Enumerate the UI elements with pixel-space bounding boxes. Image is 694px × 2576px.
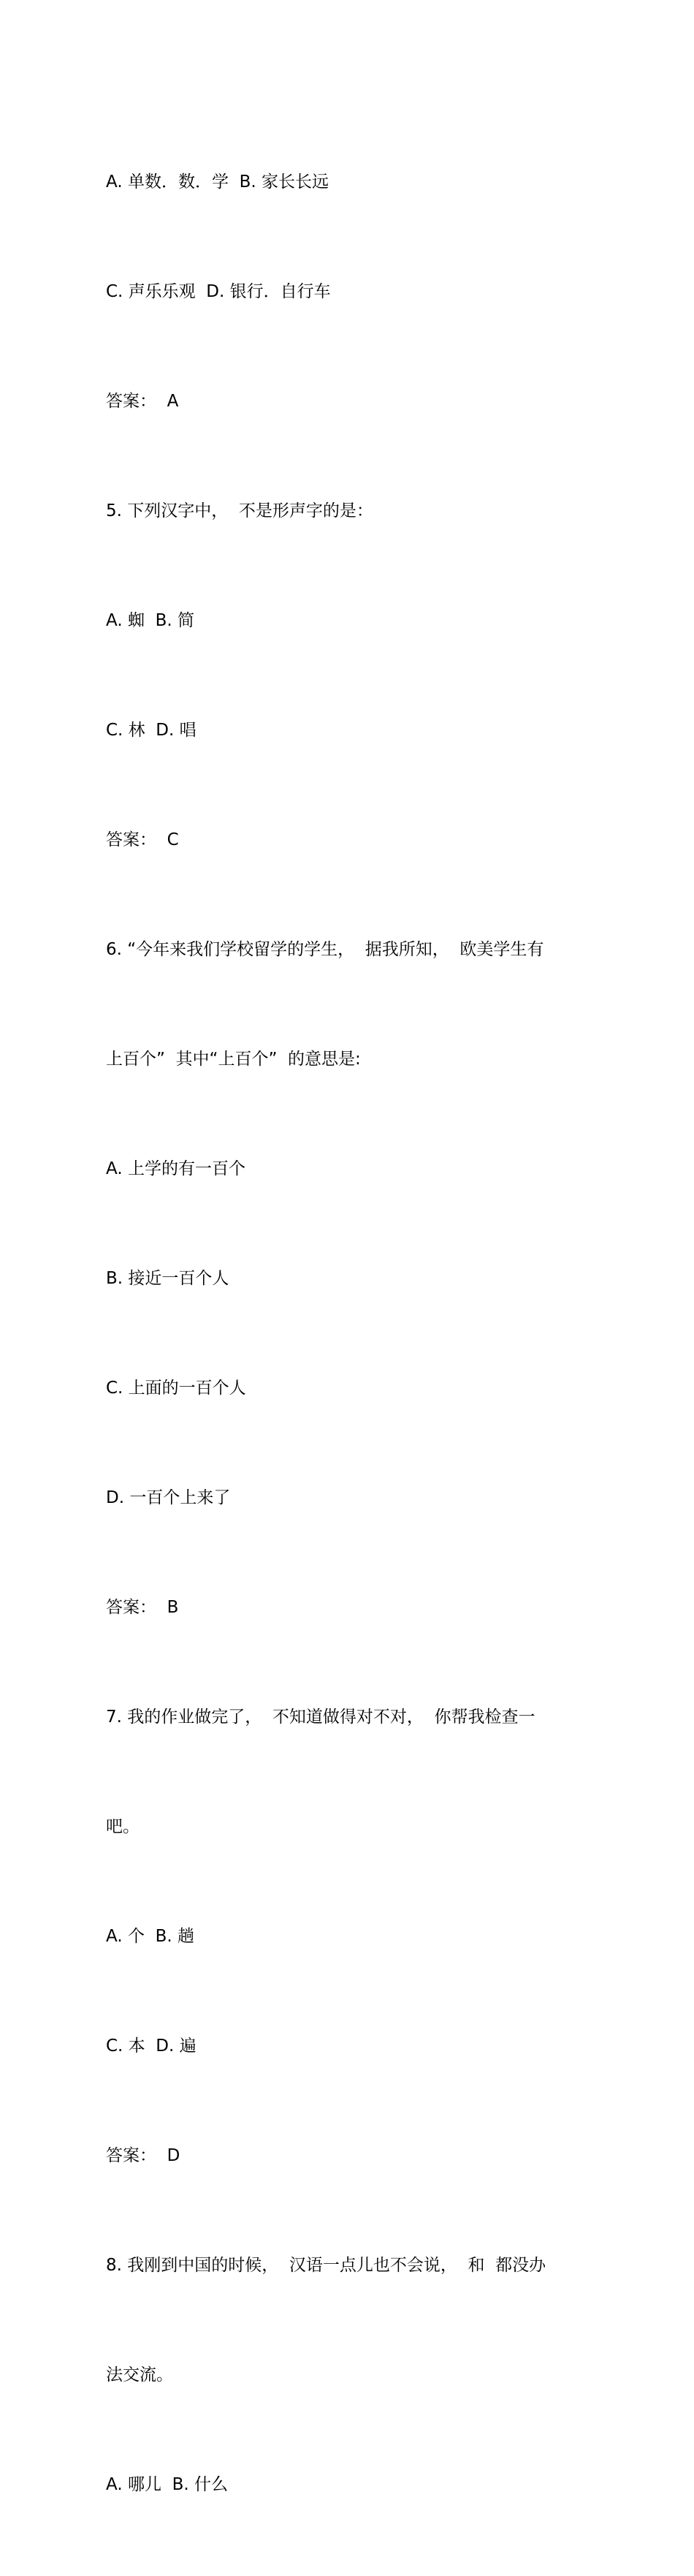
option-line: C. 本 D. 遍 bbox=[106, 2037, 197, 2056]
question-5: 5. 下列汉字中， 不是形声字的是： bbox=[106, 501, 373, 520]
question-7: 7. 我的作业做完了， 不知道做得对不对， 你帮我检查一 bbox=[106, 1708, 535, 1727]
option-line: A. 上学的有一百个 bbox=[106, 1159, 245, 1178]
option-line: A. 单数．数．学 B. 家长长远 bbox=[106, 173, 329, 192]
option-line: C. 上面的一百个人 bbox=[106, 1379, 246, 1398]
option-line: C. 林 D. 唱 bbox=[106, 721, 197, 740]
question-8: 8. 我刚到中国的时候， 汉语一点儿也不会说， 和 都没办 bbox=[106, 2256, 546, 2275]
option-line: D. 一百个上来了 bbox=[106, 1488, 231, 1507]
answer-line: 答案： C bbox=[106, 830, 179, 849]
answer-line: 答案： B bbox=[106, 1598, 179, 1617]
question-7-continued: 吧。 bbox=[106, 1817, 140, 1836]
answer-line: 答案： D bbox=[106, 2146, 180, 2165]
option-line: A. 哪儿 B. 什么 bbox=[106, 2475, 228, 2494]
question-8-continued: 法交流。 bbox=[106, 2365, 173, 2384]
document-text bbox=[106, 91, 592, 2576]
answer-line: 答案： A bbox=[106, 392, 179, 411]
option-line: A. 个 B. 趟 bbox=[106, 1927, 194, 1946]
question-6-continued: 上百个” 其中“上百个” 的意思是: bbox=[106, 1050, 361, 1069]
question-6: 6. “今年来我们学校留学的学生， 据我所知， 欧美学生有 bbox=[106, 940, 544, 959]
option-line: A. 蜘 B. 简 bbox=[106, 611, 194, 630]
option-line: C. 声乐乐观 D. 银行．自行车 bbox=[106, 282, 331, 301]
option-line: B. 接近一百个人 bbox=[106, 1269, 229, 1288]
